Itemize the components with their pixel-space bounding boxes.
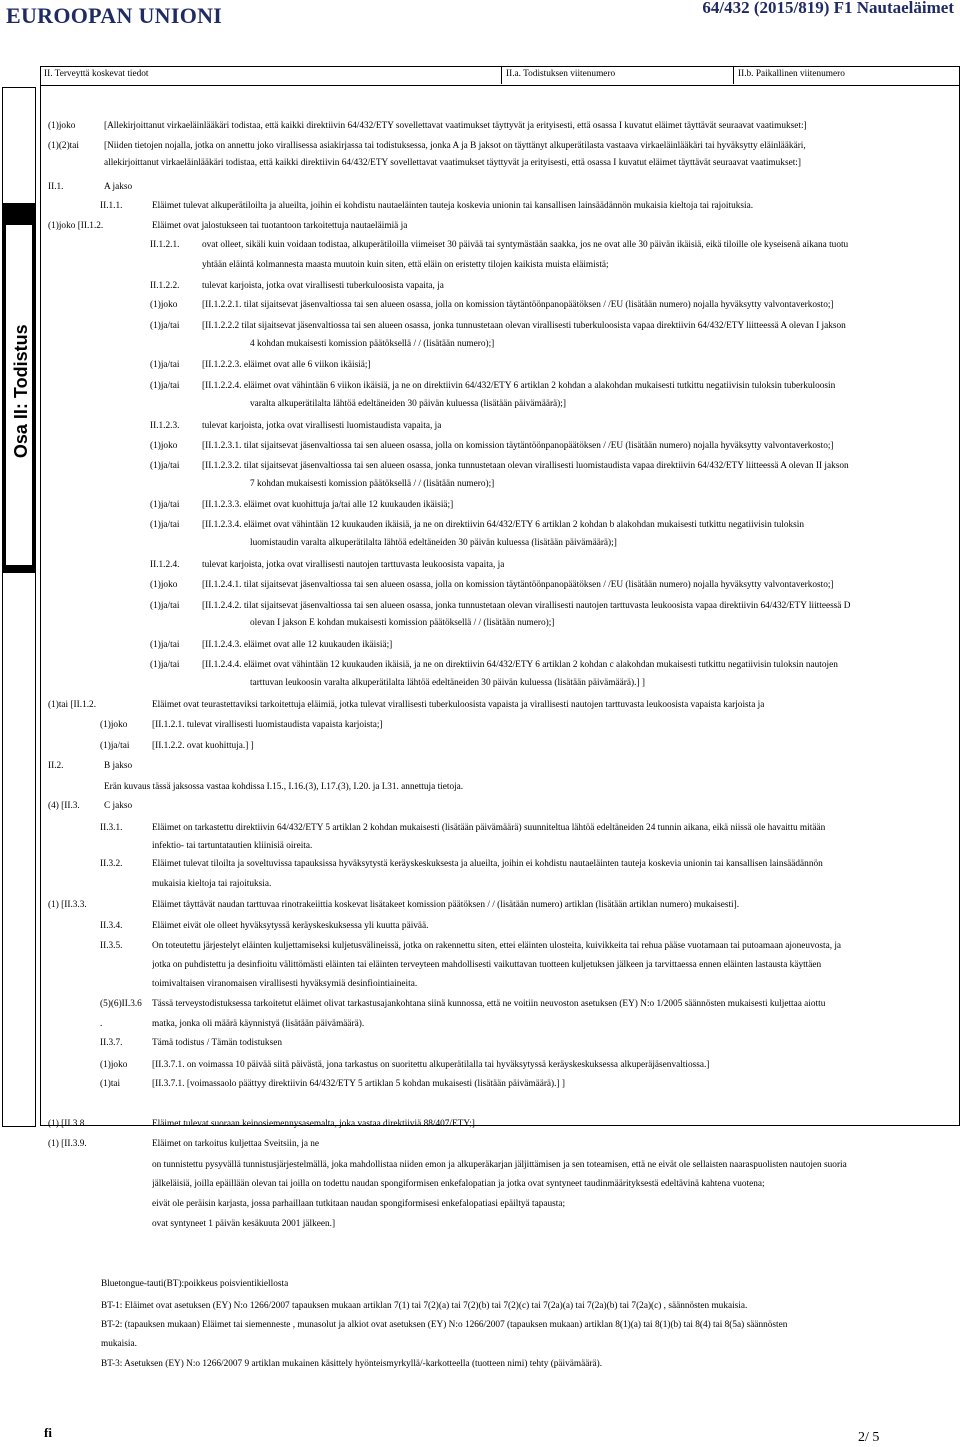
- line-label: (4) [II.3.: [48, 801, 80, 811]
- line-label: II.1.2.2.: [150, 281, 180, 291]
- line-text: Eläimet on tarkoitus kuljettaa Sveitsiin, ja ne: [152, 1139, 320, 1149]
- sidebar-label-box: [6, 225, 32, 565]
- line-text: C jakso: [104, 801, 133, 811]
- line-text: [II.1.2.4.3. eläimet ovat alle 12 kuukauden ikäisiä;]: [202, 640, 393, 650]
- line-label: (1)ja/tai: [150, 321, 180, 331]
- line-text: luomistaudin varalta alkuperätilalta lähtöä edeltäneiden 30 päivän kuluessa (lisätään päivämäärä);]: [250, 538, 617, 548]
- sidebar-bar: [2, 203, 36, 573]
- footer-language: fi: [44, 1425, 52, 1440]
- line-label: (1)tai: [100, 1079, 121, 1089]
- line-label: II.1.: [48, 182, 64, 192]
- line-text: Tässä terveystodistuksessa tarkoitetut eläimet olivat tarkastusajankohtana siinä kunnossa, että ne voitiin neuvoston asetuksen (EY) N:o 1/2005 säännösten mukaisesti kuljettaa aiottu: [152, 999, 826, 1009]
- line-label: (1)joko: [48, 121, 76, 131]
- line-text: BT-2: (tapauksen mukaan) Eläimet tai siemenneste , munasolut ja alkiot ovat asetuksen (EY) N:o 1266/2007 (tapauksen mukaan) artiklan 8(1)(a) tai 8(1)(b) tai 8(4) tai 8(5a) säännösten: [101, 1320, 788, 1330]
- line-text: [II.1.2.4.4. eläimet ovat vähintään 12 kuukauden ikäisiä, ja ne on direktiivin 64/432/ETY 6 artiklan 2 kohdan c alakohdan mukaisesti tutkittu negatiivisin tuloksin nautojen: [202, 660, 838, 670]
- table-header-row: [40, 66, 960, 86]
- line-text: on tunnistettu pysyvällä tunnistusjärjestelmällä, joka mahdollistaa niiden emon ja alkuperäkarjan jäljittämisen ja sen toteamisen, että ne eivät ole sellaisten naaraspuolisten nautojen suoria: [152, 1160, 847, 1170]
- line-text: ovat syntyneet 1 päivän kesäkuuta 2001 jälkeen.]: [152, 1219, 336, 1229]
- line-label: (1)tai [II.1.2.: [48, 700, 97, 710]
- line-text: toimivaltaisen viranomaisen virallisesti hyväksymiä desinfiointiaineita.: [152, 979, 418, 989]
- line-label: II.3.2.: [100, 859, 123, 869]
- line-text: [II.1.2.4.1. tilat sijaitsevat jäsenvaltiossa tai sen alueen osassa, jolla on komission täytäntöönpanopäätöksen / /EU (lisätään numero) nojalla hyväksytty valvontaverkosto;]: [202, 580, 834, 590]
- line-label: II.3.1.: [100, 823, 123, 833]
- line-text: 7 kohdan mukaisesti komission päätöksellä / / (lisätään numero);]: [250, 479, 495, 489]
- line-label: (1)joko: [150, 580, 178, 590]
- line-text: Tämä todistus / Tämän todistuksen: [152, 1038, 282, 1048]
- line-label: II.1.2.4.: [150, 560, 180, 570]
- line-label: (1) [II.3.3.: [48, 900, 87, 910]
- line-text: [II.1.2.3.1. tilat sijaitsevat jäsenvaltiossa tai sen alueen osassa, jolla on komission täytäntöönpanopäätöksen / /EU (lisätään numero) nojalla hyväksytty valvontaverkosto;]: [202, 441, 834, 451]
- line-label: .: [100, 1019, 103, 1029]
- line-text: [II.1.2.3.4. eläimet ovat vähintään 12 kuukauden ikäisiä, ja ne on direktiivin 64/432/ETY 6 artiklan 2 kohdan b alakohdan mukaisesti tutkittu negatiivisin tuloksin: [202, 520, 805, 530]
- line-label: (1)joko: [100, 1060, 128, 1070]
- line-label: (1)joko: [150, 441, 178, 451]
- line-text: yhtään eläintä kolmannesta maasta muutoin kuin siten, että eläin on eristetty tilojen kaikista muista eläimistä;: [202, 260, 609, 270]
- line-text: infektio- tai tartuntatautien kliinisiä oireita.: [152, 841, 313, 851]
- line-label: (1)ja/tai: [150, 360, 180, 370]
- line-text: mukaisia kieltoja tai rajoituksia.: [152, 879, 272, 889]
- line-label: (1)joko: [100, 720, 128, 730]
- line-text: jotka on puhdistettu ja desinfioitu välittömästi eläinten tai eläinten terveyteen mahdollisesti vaikuttavan tuotteen kuljetuksen jälkeen ja tarvittaessa ennen eläinten lastausta käyttäen: [152, 960, 822, 970]
- line-label: (1)ja/tai: [150, 381, 180, 391]
- line-text: BT-1: Eläimet ovat asetuksen (EY) N:o 1266/2007 tapauksen mukaan artiklan 7(1) tai 7(2)(a) tai 7(2)(b) tai 7(2)(c) tai 7(2a)(a) tai 7(2a)(b) tai 7(2a)(c) , säännösten mukaisia.: [101, 1301, 748, 1311]
- line-text: tulevat karjoista, jotka ovat virallisesti luomistaudista vapaita, ja: [202, 421, 442, 431]
- line-text: 4 kohdan mukaisesti komission päätöksellä / / (lisätään numero);]: [250, 339, 495, 349]
- line-label: (1) [II.3.9.: [48, 1139, 87, 1149]
- line-text: varalta alkuperätilalta lähtöä edeltäneiden 30 päivän kuluessa (lisätään päivämäärä);]: [250, 399, 566, 409]
- line-label: (1)joko: [150, 300, 178, 310]
- footer-page-number: 2/ 5: [858, 1430, 880, 1445]
- line-text: Eläimet täyttävät naudan tarttuvaa rinotrakeiittia koskevat lisätakeet komission päätöksen / / (lisätään numero) artiklan (lisätään artiklan numero) mukaisesti].: [152, 900, 740, 910]
- line-label: II.1.1.: [100, 201, 123, 211]
- line-text: [II.1.2.4.2. tilat sijaitsevat jäsenvaltiossa tai sen alueen osassa, jonka tunnustetaan olevan virallisesti nautojen tarttuvasta leukoosista vapaa direktiivin 64/432/ETY liitteessä D: [202, 601, 851, 611]
- header-cell-paikallinen: II.b. Paikallinen viitenumero: [738, 69, 845, 79]
- line-label: (1)(2)tai: [48, 141, 79, 151]
- line-text: Eläimet on tarkastettu direktiivin 64/432/ETY 5 artiklan 2 kohdan mukaisesti (lisätään päivämäärä) suunniteltua lähtöä edeltäneiden 24 tunnin aikana, eikä niissä ole havaittu mitään: [152, 823, 826, 833]
- line-text: [II.3.7.1. on voimassa 10 päivää siitä päivästä, jona tarkastus on suoritettu alkuperätilalla tai hyväksytyssä keräyskeskuksessa alkuperäjäsenvaltiossa.]: [152, 1060, 710, 1070]
- line-text: B jakso: [104, 761, 133, 771]
- line-text: Eläimet eivät ole olleet hyväksytyssä keräyskeskuksessa yli kuutta päivää.: [152, 921, 429, 931]
- line-label: II.3.4.: [100, 921, 123, 931]
- line-text: [II.3.7.1. [voimassaolo päättyy direktiivin 64/432/ETY 5 artiklan 5 kohdan mukaisesti (lisätään päivämäärä).] ]: [152, 1079, 565, 1089]
- line-text: Eläimet tulevat alkuperätiloilta ja alueilta, joihin ei kohdistu nautaeläinten tauteja koskevia unionin tai kansallisen lainsäädännön mukaisia kieltoja tai rajoituksia.: [152, 201, 754, 211]
- line-text: Eläimet tulevat tiloilta ja soveltuvissa tapauksissa hyväksytystä keräyskeskuksesta ja alueilta, joihin ei kohdistu nautaeläinten tauteja koskevia unionin tai kansallisen lainsäädännön: [152, 859, 823, 869]
- line-label: II.1.2.3.: [150, 421, 180, 431]
- line-label: (1)joko [II.1.2.: [48, 221, 104, 231]
- line-text: [II.1.2.2.4. eläimet ovat vähintään 6 viikon ikäisiä, ja ne on direktiivin 64/432/ETY 6 artiklan 2 kohdan a alakohdan mukaisesti tutkittu negatiivisin tuloksin tuberkuloosin: [202, 381, 836, 391]
- line-label: II.2.: [48, 761, 64, 771]
- line-text: Bluetongue-tauti(BT):poikkeus poisvientikiellosta: [101, 1279, 289, 1289]
- line-text: allekirjoittanut virkaeläinlääkäri todistaa, että kaikki direktiivin 64/432/ETY sovellettavat vaatimukset täyttyvät ja erityisesti, että osassa I kuvatut eläimet täyttävät seuraavat vaatimukset:]: [104, 158, 801, 168]
- line-text: tulevat karjoista, jotka ovat virallisesti nautojen tarttuvasta leukoosista vapaita, ja: [202, 560, 505, 570]
- line-label: (1) [II.3.8.: [48, 1119, 87, 1129]
- line-label: II.1.2.1.: [150, 240, 180, 250]
- line-label: (1)ja/tai: [150, 520, 180, 530]
- line-label: (1)ja/tai: [150, 601, 180, 611]
- line-text: [Allekirjoittanut virkaeläinlääkäri todistaa, että kaikki direktiivin 64/432/ETY sovellettavat vaatimukset täyttyvät ja erityisesti, että osassa I kuvatut eläimet täyttävät seuraavat vaatimukset:]: [104, 121, 807, 131]
- line-text: [Niiden tietojen nojalla, jotka on annettu joko virallisessa asiakirjassa tai todistuksessa, jonka A ja B jaksot on täyttänyt alkuperätilasta vastaava virkaeläinlääkäri tai hyväksytty eläinlääkäri,: [104, 141, 806, 151]
- line-label: II.3.7.: [100, 1038, 123, 1048]
- sidebar-label: Osa II: Todistus: [10, 324, 31, 459]
- line-label: (1)ja/tai: [100, 741, 130, 751]
- line-text: [II.1.2.2.3. eläimet ovat alle 6 viikon ikäisiä;]: [202, 360, 371, 370]
- line-text: mukaisia.: [101, 1339, 137, 1349]
- line-label: (1)ja/tai: [150, 461, 180, 471]
- line-text: Erän kuvaus tässä jaksossa vastaa kohdissa I.15., I.16.(3), I.17.(3), I.20. ja I.31. annettuja tietoja.: [104, 782, 464, 792]
- line-text: A jakso: [104, 182, 133, 192]
- line-text: Eläimet ovat jalostukseen tai tuotantoon tarkoitettuja nautaeläimiä ja: [152, 221, 408, 231]
- line-text: jälkeläisiä, joilla epäillään olevan tai joilla on todettu naudan spongiformisen enkefalopatian ja jotka ovat syntyneet taudinmäärityksestä edeltävinä kahtena vuotena;: [152, 1179, 765, 1189]
- line-label: (1)ja/tai: [150, 640, 180, 650]
- line-text: On toteutettu järjestelyt eläinten kuljettamiseksi kuljetusvälineissä, jotka on rakennettu siten, ettei eläinten ulosteita, kuivikkeita tai rehua pääse vuotamaan tai putoamaan ajoneuvosta, ja: [152, 941, 842, 951]
- header-cell-viitenumero: II.a. Todistuksen viitenumero: [502, 66, 734, 84]
- header-band: [0, 0, 960, 60]
- line-text: [II.1.2.2.2 tilat sijaitsevat jäsenvaltiossa tai sen alueen osassa, jonka tunnustetaan olevan virallisesti tuberkuloosista vapaa direktiivin 64/432/ETY liitteessä A olevan I jakson: [202, 321, 846, 331]
- line-text: tarttuvan leukoosin varalta alkuperätilalta lähtöä edeltäneiden 30 päivän kuluessa (lisätään päivämäärä).] ]: [250, 678, 645, 688]
- line-label: (1)ja/tai: [150, 500, 180, 510]
- line-label: II.3.5.: [100, 941, 123, 951]
- line-text: [II.1.2.2.1. tilat sijaitsevat jäsenvaltiossa tai sen alueen osassa, jolla on komission täytäntöönpanopäätöksen / /EU (lisätään numero) nojalla hyväksytty valvontaverkosto;]: [202, 300, 834, 310]
- header-title-right: 64/432 (2015/819) F1 Nautaeläimet: [702, 0, 954, 17]
- line-text: Eläimet ovat teurastettaviksi tarkoitettuja eläimiä, jotka tulevat virallisesti tuberkuloosista vapaista ja virallisesti nautojen tarttuvasta leukoosista vapaista karjoista ja: [152, 700, 765, 710]
- line-text: ovat olleet, sikäli kuin voidaan todistaa, alkuperätiloilla viimeiset 30 päivää tai syntymästään saakka, jos ne ovat alle 30 päivän ikäisiä, eikä tiloille ole kyseisenä aikana tuotu: [202, 240, 849, 250]
- line-text: tulevat karjoista, jotka ovat virallisesti tuberkuloosista vapaita, ja: [202, 281, 444, 291]
- line-label: (1)ja/tai: [150, 660, 180, 670]
- line-text: olevan I jakson E kohdan mukaisesti komission päätöksellä / / (lisätään numero);]: [250, 618, 555, 628]
- header-cell-terveys: II. Terveyttä koskevat tiedot: [40, 66, 502, 84]
- line-text: [II.1.2.3.2. tilat sijaitsevat jäsenvaltiossa tai sen alueen osassa, jonka tunnustetaan olevan virallisesti luomistaudista vapaa direktiivin 64/432/ETY liitteessä A olevan II jakson: [202, 461, 849, 471]
- line-text: matka, jonka oli määrä käynnistyä (lisätään päivämäärä).: [152, 1019, 365, 1029]
- line-label: (5)(6)II.3.6: [100, 999, 142, 1009]
- line-text: BT-3: Asetuksen (EY) N:o 1266/2007 9 artiklan mukainen käsittely hyönteismyrkyllä/-karkotteella (tuotteen nimi) tehty (päivämäärä).: [101, 1359, 603, 1369]
- line-text: [II.1.2.2. ovat kuohittuja.] ]: [152, 741, 254, 751]
- line-text: [II.1.2.3.3. eläimet ovat kuohittuja ja/tai alle 12 kuukauden ikäisiä;]: [202, 500, 454, 510]
- header-title-left: EUROOPAN UNIONI: [6, 3, 223, 28]
- line-text: Eläimet tulevat suoraan keinosiemennysasemalta, joka vastaa direktiiviä 88/407/ETY;]: [152, 1119, 475, 1129]
- line-text: [II.1.2.1. tulevat virallisesti luomistaudista vapaista karjoista;]: [152, 720, 383, 730]
- line-text: eivät ole peräisin karjasta, jossa parhaillaan tutkitaan naudan spongiformisesi enkefalopatiasi epäiltyä tapausta;: [152, 1199, 566, 1209]
